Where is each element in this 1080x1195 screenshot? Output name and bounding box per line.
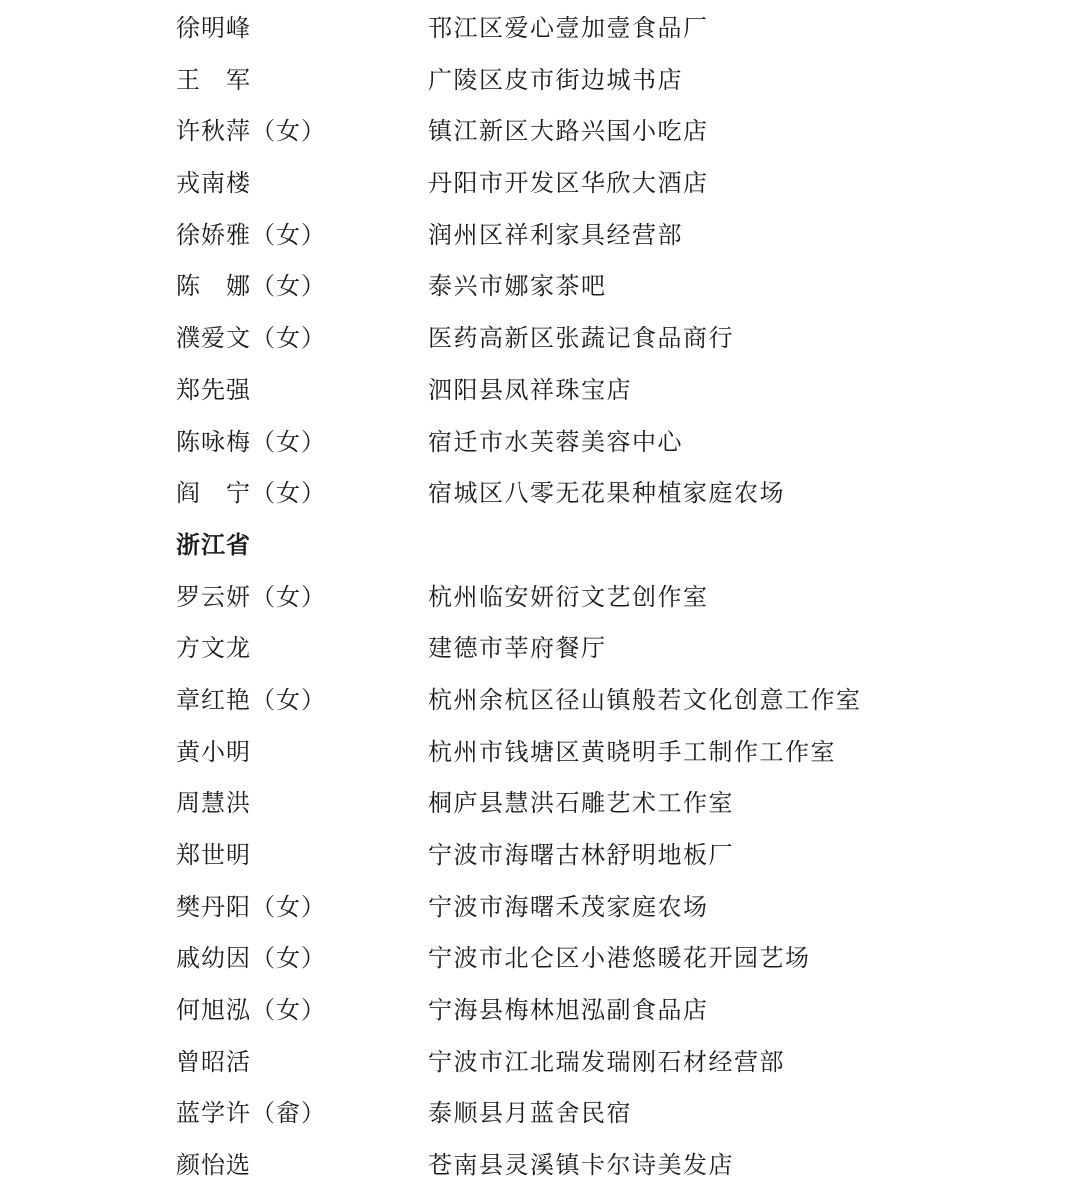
person-name: 陈 娜（女）: [176, 272, 326, 301]
person-name: 蓝学许（畲）: [176, 1099, 326, 1128]
person-name: 濮爱文（女）: [176, 324, 326, 353]
list-item: [0, 932, 1080, 984]
organization-name: 宿迁市水芙蓉美容中心: [428, 427, 683, 456]
person-name: 曾昭活: [176, 1047, 251, 1076]
organization-name: 宁海县梅林旭泓副食品店: [428, 996, 709, 1025]
person-name: 樊丹阳（女）: [176, 892, 326, 921]
organization-name: 杭州余杭区径山镇般若文化创意工作室: [428, 685, 862, 714]
list-item: [0, 1139, 1080, 1191]
organization-name: 杭州市钱塘区黄晓明手工制作工作室: [428, 737, 836, 766]
person-name: 阎 宁（女）: [176, 479, 326, 508]
list-item: [0, 881, 1080, 933]
organization-name: 泰顺县月蓝舍民宿: [428, 1099, 632, 1128]
list-item: [0, 777, 1080, 829]
organization-name: 宿城区八零无花果种植家庭农场: [428, 479, 785, 508]
person-name: 郑世明: [176, 841, 251, 869]
list-item: [0, 54, 1080, 106]
organization-name: 杭州临安妍衍文艺创作室: [428, 582, 709, 611]
person-name: 黄小明: [176, 737, 251, 766]
list-item: [0, 1087, 1080, 1139]
organization-name: 镇江新区大路兴国小吃店: [428, 117, 709, 146]
person-name: 方文龙: [176, 634, 251, 663]
list-item: [0, 416, 1080, 468]
person-name: 许秋萍（女）: [176, 117, 326, 146]
organization-name: 邗江区爱心壹加壹食品厂: [428, 14, 709, 42]
organization-name: 润州区祥利家具经营部: [428, 220, 683, 249]
list-item: [0, 312, 1080, 364]
organization-name: 丹阳市开发区华欣大酒店: [428, 169, 709, 198]
person-name: 王 军: [176, 65, 251, 94]
person-name: 罗云妍（女）: [176, 582, 326, 611]
list-item: [0, 2, 1080, 54]
person-name: 何旭泓（女）: [176, 996, 326, 1025]
organization-name: 宁波市海曙禾茂家庭农场: [428, 892, 709, 921]
organization-name: 泰兴市娜家茶吧: [428, 272, 607, 301]
organization-name: 宁波市江北瑞发瑞刚石材经营部: [428, 1047, 785, 1076]
list-item: [0, 829, 1080, 881]
organization-name: 医药高新区张蔬记食品商行: [428, 324, 734, 353]
person-name: 章红艳（女）: [176, 685, 326, 714]
person-name: 周慧洪: [176, 789, 251, 818]
list-item: [0, 1036, 1080, 1088]
honoree-list: [0, 2, 1080, 1191]
list-item: [0, 467, 1080, 519]
list-item: [0, 105, 1080, 157]
organization-name: 建德市莘府餐厅: [428, 634, 607, 663]
organization-name: 宁波市海曙古林舒明地板厂: [428, 841, 734, 869]
list-item: [0, 209, 1080, 261]
person-name: 陈咏梅（女）: [176, 427, 326, 456]
list-item: [0, 984, 1080, 1036]
organization-name: 宁波市北仑区小港悠暖花开园艺场: [428, 944, 811, 973]
section-header: [0, 519, 1080, 571]
section-heading: 浙江省: [176, 530, 251, 559]
list-item: [0, 622, 1080, 674]
person-name: 戚幼因（女）: [176, 944, 326, 973]
person-name: 戎南楼: [176, 169, 251, 198]
person-name: 郑先强: [176, 375, 251, 404]
organization-name: 苍南县灵溪镇卡尔诗美发店: [428, 1151, 734, 1180]
list-item: [0, 260, 1080, 312]
organization-name: 广陵区皮市街边城书店: [428, 65, 683, 94]
person-name: 徐娇雅（女）: [176, 220, 326, 249]
list-item: [0, 364, 1080, 416]
person-name: 徐明峰: [176, 14, 251, 42]
list-item: [0, 674, 1080, 726]
organization-name: 泗阳县凤祥珠宝店: [428, 375, 632, 404]
person-name: 颜怡选: [176, 1151, 251, 1180]
organization-name: 桐庐县慧洪石雕艺术工作室: [428, 789, 734, 818]
list-item: [0, 726, 1080, 778]
list-item: [0, 571, 1080, 623]
list-item: [0, 157, 1080, 209]
